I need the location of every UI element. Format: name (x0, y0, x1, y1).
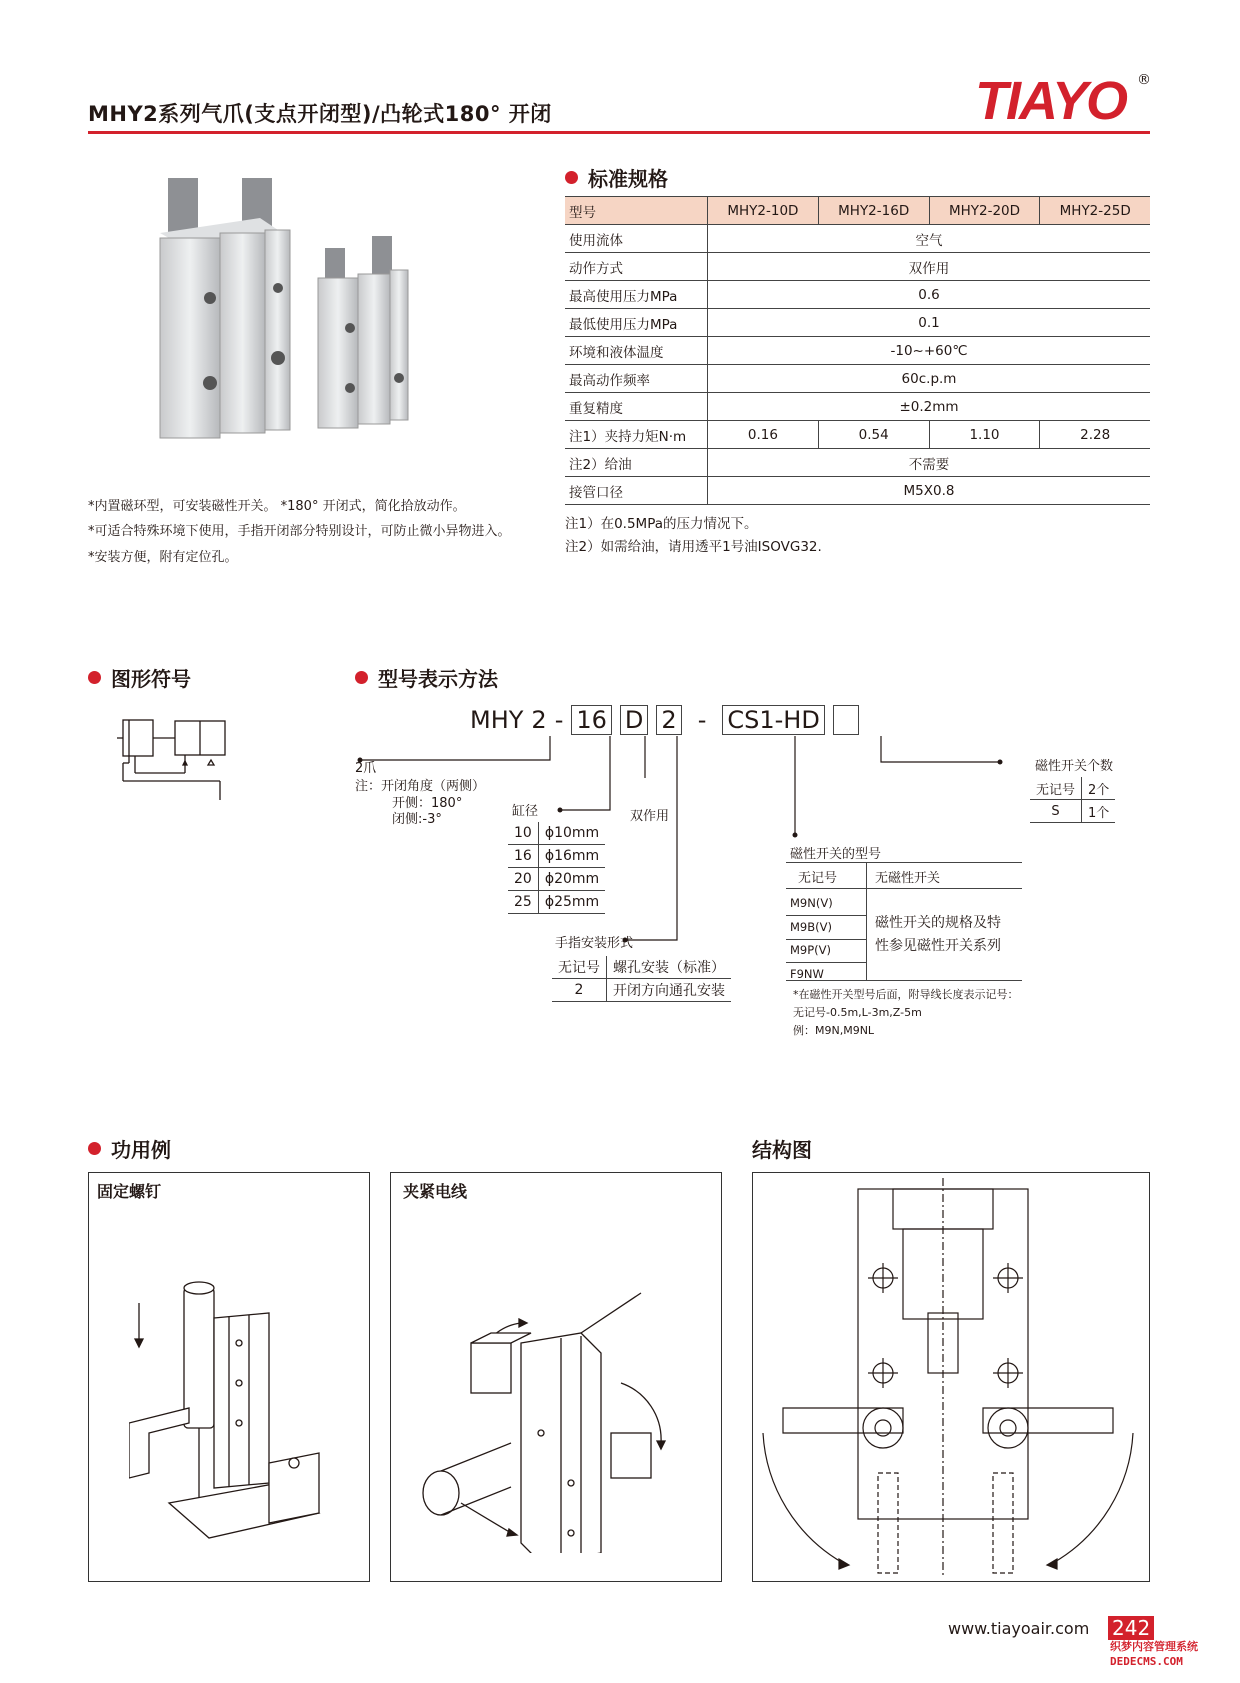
row-value: 1.10 (929, 421, 1040, 449)
registered-mark: ® (1137, 72, 1151, 88)
pneumatic-symbol (115, 715, 245, 805)
angle-note: 注：开闭角度（两侧） (355, 779, 486, 794)
structure-panel (752, 1172, 1150, 1582)
footer-url: www.tiayoair.com (948, 1619, 1090, 1638)
finger-table (552, 956, 731, 1002)
switch-none-desc: 无磁性开关 (875, 871, 941, 886)
finger-title: 手指安装形式 (555, 936, 634, 951)
code-action: D (620, 705, 648, 735)
row-value: 0.16 (708, 421, 819, 449)
code-dash: - (697, 706, 707, 734)
product-image (150, 178, 450, 478)
bore-table (508, 822, 605, 914)
bore-size: ϕ16mm (538, 845, 605, 868)
switch-count-code: 无记号 (1030, 777, 1082, 800)
watermark-line-2: DEDECMS.COM (1110, 1655, 1183, 1668)
table-row (508, 822, 605, 845)
screw-illustration (129, 1273, 349, 1543)
model-heading (355, 663, 498, 692)
page-title: MHY2系列气爪(支点开闭型)/凸轮式180° 开闭 (88, 102, 552, 126)
row-label: 使用流体 (565, 225, 708, 253)
bullet-dot (565, 171, 578, 184)
table-row (565, 337, 1150, 365)
row-value: M5X0.8 (708, 477, 1151, 505)
row-label: 动作方式 (565, 253, 708, 281)
switch-type-divider (786, 862, 1022, 863)
row-value: 60c.p.m (708, 365, 1151, 393)
bullet-dot (88, 671, 101, 684)
row-label: 最低使用压力MPa (565, 309, 708, 337)
open-angle: 开侧：180° (392, 796, 463, 811)
code-bore: 16 (571, 705, 612, 735)
table-row (565, 393, 1150, 421)
switch-desc-1: 磁性开关的规格及特 (875, 915, 1001, 931)
switch-type-divider (786, 980, 1022, 981)
table-row (1030, 800, 1115, 823)
bore-code: 20 (508, 868, 538, 891)
bullet-dot (355, 671, 368, 684)
model-heading-text: 型号表示方法 (378, 667, 498, 691)
col-header: MHY2-20D (929, 197, 1040, 225)
table-header-row (565, 197, 1150, 225)
switch-count-code: S (1030, 800, 1082, 823)
table-row (565, 477, 1150, 505)
row-label: 注2）给油 (565, 449, 708, 477)
switch-count-value: 2个 (1082, 777, 1116, 800)
col-header: MHY2-16D (818, 197, 929, 225)
bore-title: 缸径 (512, 804, 539, 819)
table-row (565, 421, 1150, 449)
spec-heading (565, 163, 668, 192)
table-row (552, 979, 731, 1002)
finger-desc: 开闭方向通孔安装 (607, 979, 732, 1002)
switch-model: M9B(V) (790, 919, 832, 934)
examples-heading-text: 功用例 (111, 1138, 171, 1162)
code-dash: - (554, 706, 564, 734)
brand-logo: TIAYO (975, 71, 1126, 131)
lead-note (793, 986, 1019, 1040)
action-label: 双作用 (630, 809, 670, 824)
switch-type-divider (786, 962, 866, 963)
table-row (565, 449, 1150, 477)
bore-size: ϕ25mm (538, 891, 605, 914)
col-header: MHY2-25D (1040, 197, 1150, 225)
panel-label: 夹紧电线 (403, 1182, 468, 1201)
feature-1: *内置磁环型，可安装磁性开关。 *180° 开闭式，简化拾放动作。 (88, 499, 466, 514)
switch-none-code: 无记号 (798, 871, 838, 886)
row-value: 双作用 (708, 253, 1151, 281)
header-divider (88, 131, 1150, 134)
row-label: 注1）夹持力矩N·m (565, 421, 708, 449)
table-row (508, 845, 605, 868)
feature-3: *安装方便，附有定位孔。 (88, 550, 238, 565)
bore-size: ϕ20mm (538, 868, 605, 891)
structure-heading-text: 结构图 (752, 1138, 812, 1162)
spec-heading-text: 标准规格 (588, 167, 668, 191)
structure-heading (752, 1134, 812, 1163)
row-label: 接管口径 (565, 477, 708, 505)
table-row (508, 868, 605, 891)
feature-2: *可适合特殊环境下使用，手指开闭部分特别设计，可防止微小异物进入。 (88, 524, 511, 539)
example-panel-wire (390, 1172, 722, 1582)
bore-code: 16 (508, 845, 538, 868)
symbol-heading (88, 663, 191, 692)
row-value: 0.1 (708, 309, 1151, 337)
switch-desc-2: 性参见磁性开关系列 (875, 938, 1001, 954)
examples-heading (88, 1134, 171, 1163)
switch-type-title: 磁性开关的型号 (790, 847, 882, 862)
finger-code: 无记号 (552, 956, 607, 979)
row-value: 0.6 (708, 281, 1151, 309)
switch-count-title: 磁性开关个数 (1035, 759, 1114, 774)
finger-code: 2 (552, 979, 607, 1002)
row-value: 2.28 (1040, 421, 1150, 449)
switch-model: F9NW (790, 966, 824, 981)
bore-code: 25 (508, 891, 538, 914)
code-jaws: 2 (531, 706, 547, 734)
table-row (565, 225, 1150, 253)
table-row (552, 956, 731, 979)
symbol-heading-text: 图形符号 (111, 667, 191, 691)
bore-size: ϕ10mm (538, 822, 605, 845)
example-panel-screw (88, 1172, 370, 1582)
page-number: 242 (1108, 1616, 1154, 1640)
switch-model: M9P(V) (790, 943, 832, 957)
switch-type-vdivider (866, 862, 867, 980)
row-value: ±0.2mm (708, 393, 1151, 421)
watermark-line-1: 织梦内容管理系统 (1110, 1640, 1198, 1653)
panel-label: 固定螺钉 (97, 1182, 162, 1201)
structure-drawing (753, 1173, 1149, 1581)
row-label: 环境和液体温度 (565, 337, 708, 365)
spec-note-1: 注1）在0.5MPa的压力情况下。 (565, 516, 758, 532)
col-header: MHY2-10D (708, 197, 819, 225)
row-value: 0.54 (818, 421, 929, 449)
jaws-label: 2爪 (355, 761, 377, 776)
switch-type-divider (786, 888, 1022, 889)
lead-note-line: 例：M9N,M9NL (793, 1024, 875, 1037)
switch-count-table (1030, 777, 1115, 823)
table-row (565, 281, 1150, 309)
switch-type-divider (786, 939, 866, 940)
switch-model: M9N(V) (790, 896, 833, 910)
lead-note-line: 无记号-0.5m,L-3m,Z-5m (793, 1006, 922, 1019)
code-switch: CS1-HD (722, 705, 824, 735)
spec-table (565, 196, 1150, 505)
row-label: 重复精度 (565, 393, 708, 421)
row-value: -10~+60℃ (708, 337, 1151, 365)
bore-code: 10 (508, 822, 538, 845)
row-label: 最高动作频率 (565, 365, 708, 393)
lead-note-line: *在磁性开关型号后面，附导线长度表示记号： (793, 988, 1019, 1001)
code-prefix: MHY (470, 706, 524, 734)
wire-clamp-illustration (411, 1233, 711, 1553)
table-row (1030, 777, 1115, 800)
bullet-dot (88, 1142, 101, 1155)
row-label: 最高使用压力MPa (565, 281, 708, 309)
table-row (565, 253, 1150, 281)
table-row (565, 365, 1150, 393)
table-row (565, 309, 1150, 337)
spec-note-2: 注2）如需给油，请用透平1号油ISOVG32. (565, 539, 822, 555)
table-row (508, 891, 605, 914)
switch-type-divider (786, 915, 866, 916)
col-header: 型号 (565, 197, 708, 225)
code-finger: 2 (656, 705, 681, 735)
switch-count-value: 1个 (1082, 800, 1116, 823)
row-value: 空气 (708, 225, 1151, 253)
row-value: 不需要 (708, 449, 1151, 477)
finger-desc: 螺孔安装（标准） (607, 956, 732, 979)
close-angle: 闭侧:-3° (392, 812, 442, 827)
